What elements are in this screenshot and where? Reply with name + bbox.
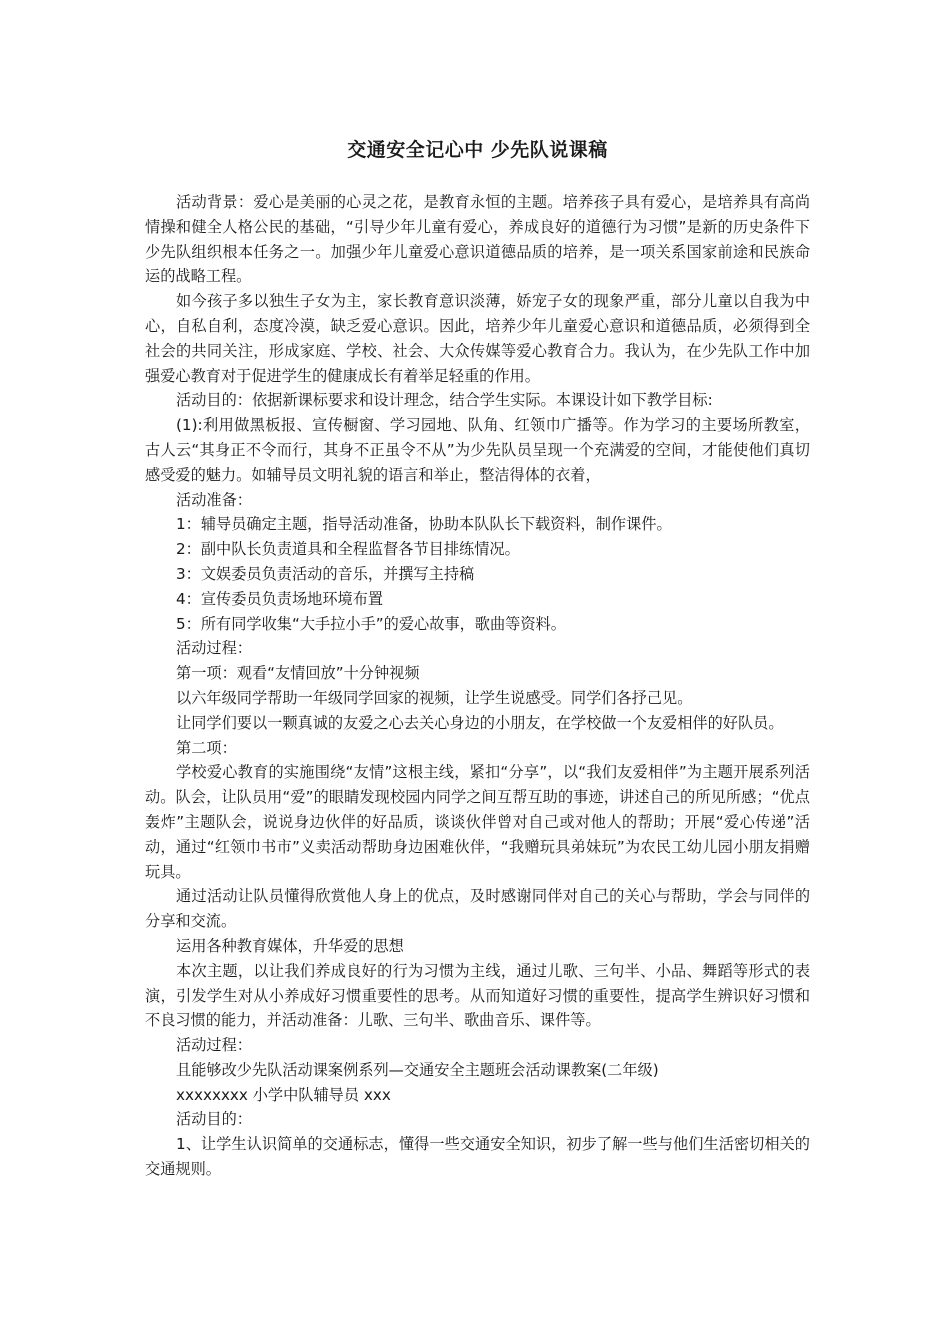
- paragraph: (1):利用做黑板报、宣传橱窗、学习园地、队角、红领巾广播等。作为学习的主要场所教室，古人云“其身正不令而行，其身不正虽令不从”为少先队员呈现一个充满爱的空间，才能使他们真切感受爱的魅力。如辅导员文明礼貌的语言和举止，整洁得体的衣着，: [145, 416, 810, 484]
- paragraph: 且能够改少先队活动课案例系列—交通安全主题班会活动课教案(二年级): [176, 1060, 659, 1079]
- paragraph: 活动过程：: [176, 1036, 252, 1055]
- paragraph: 第一项：观看“友情回放”十分钟视频: [176, 664, 420, 683]
- paragraph: 3：文娱委员负责活动的音乐，并撰写主持稿: [176, 564, 475, 583]
- document-page: [145, 136, 810, 1182]
- paragraph: 以六年级同学帮助一年级同学回家的视频，让学生说感受。同学们各抒己见。: [176, 688, 693, 707]
- paragraph: 学校爱心教育的实施围绕“友情”这根主线，紧扣“分享”，以“我们友爱相伴”为主题开展系列活动。队会，让队员用“爱”的眼睛发现校园内同学之间互帮互助的事迹，讲述自己的所见所感；“优点轰炸”主题队会，说说身边伙伴的好品质，谈谈伙伴曾对自己或对他人的帮助；开展“爱心传递”活动，通过“红领巾书市”义卖活动帮助身边困难伙伴，“我赠玩具弟妹玩”为农民工幼儿园小朋友捐赠玩具。: [145, 763, 810, 881]
- paragraph: 活动背景：爱心是美丽的心灵之花，是教育永恒的主题。培养孩子具有爱心，是培养具有高尚情操和健全人格公民的基础，“引导少年儿童有爱心，养成良好的道德行为习惯”是新的历史条件下少先队组织根本任务之一。加强少年儿童爱心意识道德品质的培养，是一项关系国家前途和民族命运的战略工程。: [145, 193, 810, 286]
- document-title: 交通安全记心中 少先队说课稿: [347, 139, 608, 161]
- paragraph: 5：所有同学收集“大手拉小手”的爱心故事，歌曲等资料。: [176, 614, 566, 633]
- paragraph: 运用各种教育媒体，升华爱的思想: [176, 936, 404, 955]
- paragraph: 活动过程：: [176, 639, 252, 658]
- paragraph: 让同学们要以一颗真诚的友爱之心去关心身边的小朋友，在学校做一个友爱相伴的好队员。: [176, 713, 784, 732]
- paragraph: 1、让学生认识简单的交通标志，懂得一些交通安全知识，初步了解一些与他们生活密切相关的交通规则。: [145, 1135, 810, 1179]
- paragraph: 活动目的：依据新课标要求和设计理念，结合学生实际。本课设计如下教学目标:: [176, 391, 713, 410]
- paragraph: 活动准备：: [176, 490, 252, 509]
- paragraph: 活动目的：: [176, 1110, 252, 1129]
- paragraph: 如今孩子多以独生子女为主，家长教育意识淡薄，娇宠子女的现象严重，部分儿童以自我为中心，自私自利，态度冷漠，缺乏爱心意识。因此，培养少年儿童爱心意识和道德品质，必须得到全社会的共同关注，形成家庭、学校、社会、大众传媒等爱心教育合力。我认为，在少先队工作中加强爱心教育对于促进学生的健康成长有着举足轻重的作用。: [145, 292, 810, 385]
- paragraph: 1：辅导员确定主题，指导活动准备，协助本队队长下载资料，制作课件。: [176, 515, 672, 534]
- paragraph: 通过活动让队员懂得欣赏他人身上的优点，及时感谢同伴对自己的关心与帮助，学会与同伴的分享和交流。: [145, 887, 810, 931]
- document-body: [145, 190, 810, 1182]
- paragraph: 本次主题，以让我们养成良好的行为习惯为主线，通过儿歌、三句半、小品、舞蹈等形式的表演，引发学生对从小养成好习惯重要性的思考。从而知道好习惯的重要性，提高学生辨识好习惯和不良习惯的能力，并活动准备：儿歌、三句半、歌曲音乐、课件等。: [145, 961, 810, 1030]
- paragraph: 4：宣传委员负责场地环境布置: [176, 589, 384, 608]
- paragraph: 2：副中队长负责道具和全程监督各节目排练情况。: [176, 540, 520, 559]
- paragraph: xxxxxxxx 小学中队辅导员 xxx: [176, 1085, 391, 1104]
- paragraph: 第二项：: [176, 738, 237, 757]
